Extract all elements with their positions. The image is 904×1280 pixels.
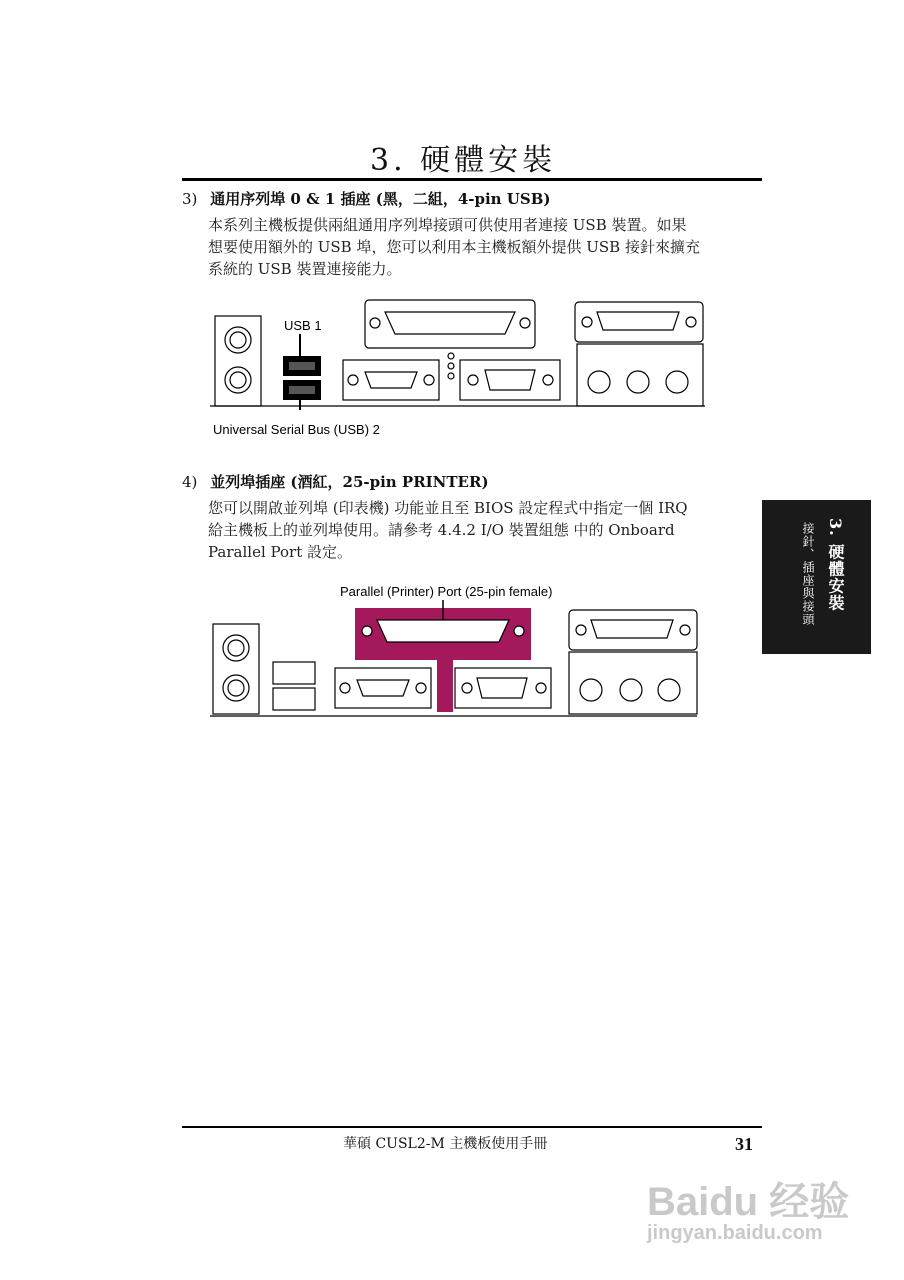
usb-1-label: USB 1 [284,318,322,333]
game-port-icon [591,620,673,638]
audio-jack-icon [666,371,688,393]
parallel-port-icon [377,620,509,642]
serial-port-icon [357,680,409,696]
section-3-title: 通用序列埠 0 & 1 插座 (黑，二組，4-pin USB) [210,190,551,208]
audio-jack-icon [658,679,680,701]
audio-jack-icon [580,679,602,701]
parallel-port-stem [437,656,453,712]
section-3-paragraph [208,214,700,280]
paragraph-line: 您可以開啟並列埠 (印表機) 功能並且至 BIOS 設定程式中指定一個 IRQ [208,499,688,517]
usb-2-label: Universal Serial Bus (USB) 2 [213,422,380,437]
ps2-mouse-port-icon [223,635,249,661]
watermark [645,1150,885,1260]
section-4-paragraph [208,497,688,563]
section-4-number: 4) [182,473,198,491]
usb-port-1-icon [283,356,321,376]
chapter-side-tab [762,500,871,654]
game-port-housing [569,610,697,650]
parallel-port-icon [385,312,515,334]
side-tab-subtitle: 接針、插座與接頭 [801,522,815,626]
footer-text: 華碩 CUSL2-M 主機板使用手冊 [343,1136,548,1152]
serial-port-icon [365,372,417,388]
usb-connector-figure [205,298,715,410]
audio-jack-icon [588,371,610,393]
section-3-heading [182,188,550,209]
page-number: 31 [735,1134,753,1154]
paragraph-line: 給主機板上的並列埠使用。請參考 4.4.2 I/O 裝置組態 中的 Onboard [208,521,675,539]
audio-jack-icon [620,679,642,701]
usb-port-2-icon [273,688,315,710]
paragraph-line: 系統的 USB 裝置連接能力。 [208,260,402,278]
chapter-title: 3. 硬體安裝 [370,143,557,178]
parallel-port-label: Parallel (Printer) Port (25-pin female) [340,584,553,599]
usb-port-2-icon [283,380,321,400]
parallel-port-figure [205,600,705,720]
serial-port-housing [335,668,431,708]
ps2-keyboard-port-icon [225,367,251,393]
usb-port-1-icon [273,662,315,684]
serial-port-housing [343,360,439,400]
header-rule [182,178,762,181]
vga-port-icon [485,370,535,390]
paragraph-line: 想要使用額外的 USB 埠，您可以利用本主機板額外提供 USB 接針來擴充 [208,238,700,256]
footer-rule [182,1126,762,1128]
section-4-title: 並列埠插座 (酒紅，25-pin PRINTER) [210,473,489,491]
watermark-logo: Baidu 经验 [647,1180,850,1224]
vga-port-icon [477,678,527,698]
game-port-housing [575,302,703,342]
ps2-mouse-port-icon [225,327,251,353]
side-tab-title: 3. 硬體安裝 [826,518,845,612]
audio-panel [577,344,703,406]
ps2-keyboard-port-icon [223,675,249,701]
paragraph-line: 本系列主機板提供兩組通用序列埠接頭可供使用者連接 USB 裝置。如果 [208,216,687,234]
watermark-url: jingyan.baidu.com [647,1222,823,1244]
section-3-number: 3) [182,190,198,208]
audio-jack-icon [627,371,649,393]
paragraph-line: Parallel Port 設定。 [208,543,352,561]
vga-port-housing [460,360,560,400]
game-port-icon [597,312,679,330]
section-4-heading [182,471,489,492]
